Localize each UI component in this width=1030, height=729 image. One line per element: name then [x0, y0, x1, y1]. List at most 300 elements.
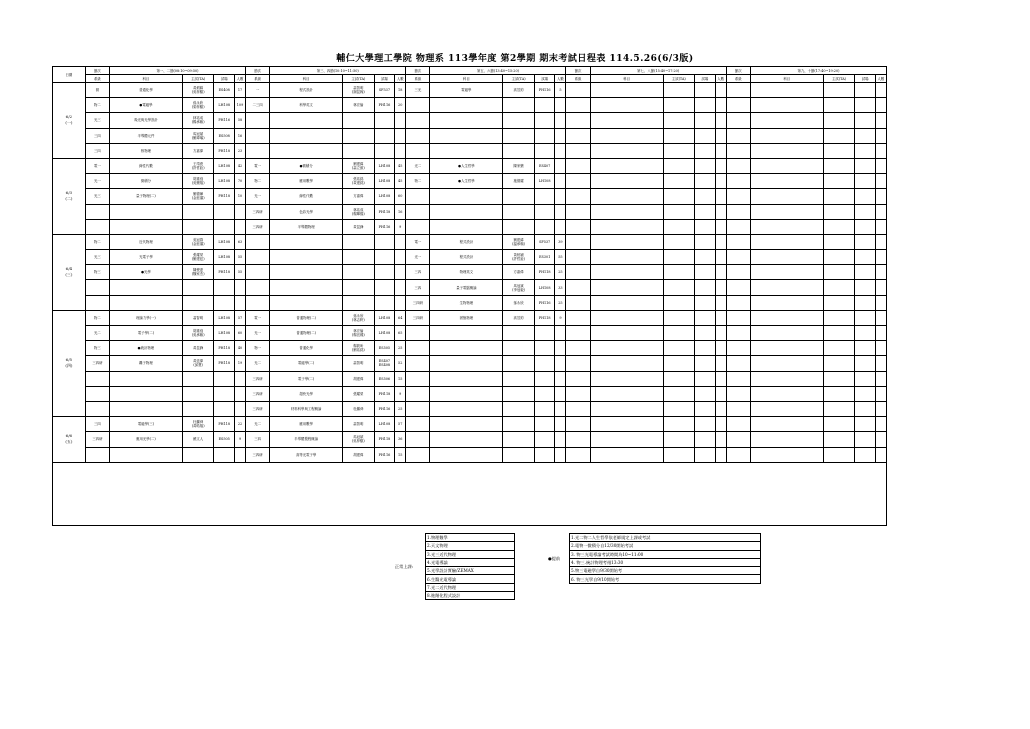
exam-room-cell: ES407 — [534, 158, 555, 173]
exam-count-cell: 18 — [395, 83, 406, 98]
exam-class-cell: 三四研 — [406, 295, 430, 310]
exam-subject-cell — [590, 204, 663, 219]
exam-subject-cell — [750, 128, 823, 143]
exam-room-cell — [695, 234, 716, 249]
exam-count-cell — [875, 234, 886, 249]
exam-class-cell — [726, 234, 750, 249]
note-item: 7.光二近代物理 — [426, 583, 515, 591]
note-item: 1.光二物二人生哲學依老師規定上課或考試 — [570, 534, 761, 542]
exam-room-cell — [214, 371, 235, 386]
exam-count-cell — [715, 158, 726, 173]
exam-class-cell — [85, 447, 109, 462]
exam-proctor-cell: 林祐成 (楊承翰) — [182, 113, 214, 128]
exam-class-cell — [726, 219, 750, 234]
exam-class-cell: 光一 — [406, 250, 430, 265]
exam-class-cell — [566, 356, 590, 371]
exam-subject-cell — [590, 280, 663, 295]
exam-count-cell — [395, 113, 406, 128]
exam-count-cell — [555, 371, 566, 386]
exam-room-cell — [374, 143, 395, 158]
column-header: 人數 — [235, 75, 246, 83]
exam-proctor-cell — [823, 265, 855, 280]
exam-count-cell — [875, 250, 886, 265]
exam-count-cell — [875, 295, 886, 310]
exam-class-cell — [726, 250, 750, 265]
exam-subject-cell: ●電磁學 — [110, 98, 183, 113]
exam-subject-cell — [590, 326, 663, 341]
exam-room-cell: PH116 — [374, 447, 395, 462]
exam-room-cell: LH108 — [214, 310, 235, 325]
exam-room-cell: ES407 ES408 — [374, 356, 395, 371]
exam-room-cell: PH118 — [214, 265, 235, 280]
exam-subject-cell — [430, 447, 503, 462]
exam-subject-cell — [750, 280, 823, 295]
exam-room-cell: LH108 — [534, 280, 555, 295]
exam-count-cell — [235, 386, 246, 401]
exam-subject-cell — [110, 401, 183, 416]
exam-proctor-cell — [503, 128, 535, 143]
exam-count-cell — [715, 189, 726, 204]
table-row — [53, 386, 887, 401]
day-date: 6/6 — [65, 433, 73, 439]
exam-subject-cell: 生物物理 — [430, 295, 503, 310]
exam-count-cell: 55 — [235, 265, 246, 280]
exam-subject-cell: 近代物理 — [110, 234, 183, 249]
exam-subject-cell: ●人生哲學 — [430, 158, 503, 173]
exam-subject-cell: 光電子學 — [110, 250, 183, 265]
exam-room-cell — [855, 219, 876, 234]
exam-room-cell: LH108 — [374, 326, 395, 341]
exam-class-cell — [406, 432, 430, 447]
exam-room-cell: ES505 — [374, 341, 395, 356]
column-header: 主試(TA) — [182, 75, 214, 83]
exam-subject-cell: 普通化學 — [270, 341, 343, 356]
exam-count-cell — [235, 401, 246, 416]
exam-class-cell — [726, 98, 750, 113]
table-row — [53, 204, 887, 219]
exam-count-cell — [555, 219, 566, 234]
exam-proctor-cell — [663, 128, 695, 143]
exam-class-cell — [566, 341, 590, 356]
exam-class-cell — [566, 295, 590, 310]
day-cell — [53, 158, 86, 234]
exam-proctor-cell — [503, 401, 535, 416]
exam-class-cell: 物二 — [406, 174, 430, 189]
exam-count-cell: 36 — [395, 432, 406, 447]
exam-proctor-cell: 張祐銘 (黃建銘) — [343, 174, 375, 189]
date-header: 日期 — [53, 67, 86, 83]
exam-count-cell — [715, 386, 726, 401]
exam-room-cell — [214, 447, 235, 462]
exam-count-cell — [875, 189, 886, 204]
exam-count-cell: 23 — [235, 143, 246, 158]
session-period-label: 節次 — [726, 67, 750, 75]
exam-class-cell: 物二 — [245, 174, 269, 189]
exam-count-cell — [875, 265, 886, 280]
exam-count-cell — [875, 417, 886, 432]
exam-class-cell — [726, 341, 750, 356]
exam-room-cell — [695, 371, 716, 386]
exam-proctor-cell — [823, 447, 855, 462]
note-item: 3. 物三光電導論考試時間為10~11:00 — [570, 550, 761, 558]
exam-count-cell: 39 — [555, 234, 566, 249]
column-header: 系級 — [245, 75, 269, 83]
exam-count-cell — [715, 143, 726, 158]
table-row — [53, 371, 887, 386]
exam-proctor-cell — [823, 113, 855, 128]
exam-count-cell — [875, 174, 886, 189]
column-header: 科目 — [430, 75, 503, 83]
exam-proctor-cell: 黃柏穎 (許哲銓) — [503, 250, 535, 265]
exam-count-cell: 45 — [395, 158, 406, 173]
exam-count-cell — [395, 128, 406, 143]
exam-proctor-cell — [663, 265, 695, 280]
exam-subject-cell: 量子物理(二) — [110, 189, 183, 204]
exam-subject-cell: 半導體物理 — [270, 219, 343, 234]
exam-proctor-cell: 蕭智明 — [343, 417, 375, 432]
exam-class-cell — [566, 83, 590, 98]
exam-proctor-cell — [823, 143, 855, 158]
exam-room-cell — [534, 447, 555, 462]
table-row — [53, 128, 887, 143]
exam-subject-cell — [430, 401, 503, 416]
exam-room-cell — [695, 219, 716, 234]
exam-count-cell — [555, 401, 566, 416]
exam-room-cell — [855, 295, 876, 310]
exam-subject-cell: 普通物理(二) — [270, 310, 343, 325]
exam-subject-cell: 程式設計 — [430, 250, 503, 265]
exam-proctor-cell: 張耀榮 (劉建廷) — [182, 250, 214, 265]
exam-subject-cell — [590, 432, 663, 447]
table-row — [53, 401, 887, 416]
exam-proctor-cell: 胡重庭 (吳樂翔) — [182, 174, 214, 189]
exam-class-cell — [406, 386, 430, 401]
exam-class-cell — [406, 341, 430, 356]
exam-room-cell: LH108 — [214, 158, 235, 173]
exam-count-cell — [715, 174, 726, 189]
exam-room-cell — [534, 401, 555, 416]
exam-proctor-cell — [503, 326, 535, 341]
exam-room-cell — [855, 401, 876, 416]
exam-proctor-cell: 劉建緯 (溫承翰) — [503, 234, 535, 249]
exam-subject-cell — [270, 234, 343, 249]
note-item: 2.天文物理 — [426, 542, 515, 550]
exam-proctor-cell — [503, 98, 535, 113]
exam-subject-cell — [750, 447, 823, 462]
table-row — [53, 113, 887, 128]
exam-room-cell: PH116 — [214, 113, 235, 128]
exam-count-cell — [235, 219, 246, 234]
exam-room-cell — [855, 174, 876, 189]
exam-subject-cell — [750, 310, 823, 325]
exam-room-cell: PH116 — [374, 401, 395, 416]
column-header: 科目 — [110, 75, 183, 83]
exam-subject-cell — [590, 174, 663, 189]
exam-subject-cell — [590, 143, 663, 158]
table-row — [53, 341, 887, 356]
exam-room-cell — [214, 204, 235, 219]
exam-proctor-cell: 黃廷偉 (邱慧) — [182, 356, 214, 371]
session-period-label: 節次 — [566, 67, 590, 75]
exam-class-cell — [406, 189, 430, 204]
table-row — [53, 417, 887, 432]
exam-proctor-cell — [823, 158, 855, 173]
exam-proctor-cell — [823, 386, 855, 401]
exam-room-cell: PH118 — [214, 356, 235, 371]
exam-class-cell — [566, 371, 590, 386]
exam-count-cell — [395, 143, 406, 158]
exam-class-cell: 一 — [245, 83, 269, 98]
exam-proctor-cell: 杜繼舜 (黃晧翔) — [182, 417, 214, 432]
exam-proctor-cell — [823, 189, 855, 204]
exam-count-cell — [715, 98, 726, 113]
exam-class-cell: 三四研 — [85, 356, 109, 371]
exam-class-cell — [406, 417, 430, 432]
exam-count-cell: 57 — [395, 417, 406, 432]
exam-class-cell — [726, 204, 750, 219]
exam-subject-cell — [590, 386, 663, 401]
exam-count-cell — [235, 447, 246, 462]
exam-class-cell: 三四 — [245, 432, 269, 447]
exam-proctor-cell — [503, 143, 535, 158]
exam-subject-cell — [590, 83, 663, 98]
exam-count-cell — [235, 204, 246, 219]
exam-room-cell — [695, 295, 716, 310]
exam-subject-cell: 半導體製程概論 — [270, 432, 343, 447]
exam-room-cell — [374, 128, 395, 143]
exam-proctor-cell — [663, 98, 695, 113]
exam-room-cell: LH108 — [374, 174, 395, 189]
exam-count-cell — [555, 386, 566, 401]
exam-class-cell — [566, 204, 590, 219]
exam-proctor-cell — [503, 417, 535, 432]
exam-proctor-cell — [663, 204, 695, 219]
exam-proctor-cell — [343, 143, 375, 158]
exam-subject-cell: 電磁學 — [430, 83, 503, 98]
exam-count-cell — [715, 265, 726, 280]
exam-class-cell: 三四研 — [245, 219, 269, 234]
exam-class-cell: 光二 — [245, 417, 269, 432]
exam-room-cell — [374, 265, 395, 280]
exam-class-cell: 三四研 — [245, 204, 269, 219]
exam-room-cell — [534, 113, 555, 128]
exam-proctor-cell: 蕭智明 — [182, 310, 214, 325]
exam-proctor-cell — [663, 219, 695, 234]
exam-subject-cell — [110, 371, 183, 386]
exam-room-cell — [534, 417, 555, 432]
table-row — [53, 280, 887, 295]
exam-subject-cell — [110, 295, 183, 310]
exam-proctor-cell: 陳俊達 (魏家杰) — [182, 265, 214, 280]
exam-proctor-cell: 林祐成 (楊輝揚) — [343, 204, 375, 219]
exam-count-cell: 25 — [555, 265, 566, 280]
exam-subject-cell — [430, 417, 503, 432]
exam-class-cell: 三四研 — [85, 432, 109, 447]
exam-proctor-cell — [343, 113, 375, 128]
exam-proctor-cell: 陳家樂 — [503, 158, 535, 173]
exam-room-cell — [374, 113, 395, 128]
exam-proctor-cell — [823, 280, 855, 295]
exam-room-cell — [695, 401, 716, 416]
exam-class-cell: 物三 — [85, 341, 109, 356]
exam-room-cell: LH108 — [214, 250, 235, 265]
exam-class-cell — [726, 128, 750, 143]
exam-subject-cell — [270, 265, 343, 280]
exam-subject-cell: 普通化學 — [110, 83, 183, 98]
exam-class-cell — [566, 128, 590, 143]
exam-count-cell: 22 — [235, 417, 246, 432]
exam-proctor-cell — [503, 371, 535, 386]
exam-room-cell — [855, 143, 876, 158]
exam-room-cell — [695, 417, 716, 432]
exam-proctor-cell — [503, 386, 535, 401]
exam-count-cell — [875, 280, 886, 295]
exam-class-cell — [566, 98, 590, 113]
exam-room-cell — [855, 341, 876, 356]
exam-subject-cell: 電子學(二) — [110, 326, 183, 341]
exam-proctor-cell — [503, 432, 535, 447]
exam-subject-cell — [110, 219, 183, 234]
exam-room-cell — [695, 265, 716, 280]
exam-class-cell — [566, 447, 590, 462]
exam-subject-cell — [750, 326, 823, 341]
exam-room-cell — [534, 386, 555, 401]
exam-count-cell — [875, 401, 886, 416]
column-header: 試場 — [695, 75, 716, 83]
exam-room-cell — [534, 356, 555, 371]
note-item: 5.物三電磁學自9/30開始考 — [570, 567, 761, 575]
exam-room-cell: LH108 — [374, 417, 395, 432]
day-cell — [53, 417, 86, 463]
column-header: 人數 — [715, 75, 726, 83]
exam-class-cell — [406, 326, 430, 341]
exam-proctor-cell: 胡建偉 — [343, 447, 375, 462]
exam-count-cell: 109 — [235, 98, 246, 113]
table-row — [53, 143, 887, 158]
exam-proctor-cell — [663, 113, 695, 128]
exam-subject-cell — [430, 98, 503, 113]
exam-class-cell — [85, 371, 109, 386]
exam-count-cell — [715, 204, 726, 219]
exam-proctor-cell — [823, 204, 855, 219]
exam-class-cell: 光三 — [85, 250, 109, 265]
exam-subject-cell — [270, 295, 343, 310]
exam-count-cell — [715, 326, 726, 341]
exam-proctor-cell — [503, 341, 535, 356]
note-item: 2.電物一微積分自12/30開始考試 — [570, 542, 761, 550]
exam-room-cell — [534, 189, 555, 204]
exam-room-cell — [534, 371, 555, 386]
exam-proctor-cell: 馬冠斌 (李冠毅) — [503, 280, 535, 295]
exam-proctor-cell — [663, 310, 695, 325]
exam-proctor-cell: 施德耀 — [503, 174, 535, 189]
exam-proctor-cell — [182, 447, 214, 462]
exam-count-cell: 55 — [555, 250, 566, 265]
exam-room-cell — [374, 234, 395, 249]
exam-count-cell — [715, 341, 726, 356]
exam-count-cell — [715, 310, 726, 325]
exam-class-cell: 三四研 — [245, 371, 269, 386]
exam-subject-cell — [430, 204, 503, 219]
session-time-heading: 第一、二節(08:10~09:50) — [110, 67, 246, 75]
exam-proctor-cell — [343, 250, 375, 265]
exam-proctor-cell — [823, 341, 855, 356]
exam-room-cell — [214, 386, 235, 401]
exam-room-cell — [374, 295, 395, 310]
exam-count-cell — [235, 371, 246, 386]
exam-class-cell: 電一 — [245, 158, 269, 173]
table-row — [53, 174, 887, 189]
exam-class-cell — [726, 447, 750, 462]
table-row — [53, 310, 887, 325]
exam-proctor-cell — [663, 417, 695, 432]
exam-room-cell — [855, 356, 876, 371]
exam-room-cell: PH116 — [374, 219, 395, 234]
exam-class-cell — [566, 326, 590, 341]
exam-class-cell — [566, 250, 590, 265]
day-weekday: (五) — [65, 439, 73, 445]
table-row — [53, 189, 887, 204]
session-period-label: 節次 — [85, 67, 109, 75]
exam-class-cell — [566, 143, 590, 158]
exam-proctor-cell: 蕭智明 (謝昆翰) — [343, 83, 375, 98]
exam-count-cell: 16 — [235, 128, 246, 143]
exam-subject-cell: 材料科學與工程概論 — [270, 401, 343, 416]
exam-subject-cell — [750, 432, 823, 447]
exam-subject-cell — [590, 265, 663, 280]
exam-proctor-cell — [663, 432, 695, 447]
exam-class-cell — [406, 219, 430, 234]
exam-count-cell — [555, 356, 566, 371]
exam-proctor-cell — [182, 401, 214, 416]
note-item: 4.光電導論 — [426, 558, 515, 566]
exam-class-cell: 三四研 — [245, 401, 269, 416]
exam-class-cell — [566, 158, 590, 173]
exam-subject-cell — [110, 280, 183, 295]
exam-subject-cell — [270, 128, 343, 143]
exam-subject-cell — [750, 265, 823, 280]
exam-count-cell — [235, 295, 246, 310]
exam-class-cell: 光二 — [85, 326, 109, 341]
exam-count-cell — [555, 174, 566, 189]
exam-proctor-cell: 黃昆鋒 — [343, 219, 375, 234]
table-row — [53, 98, 887, 113]
exam-subject-cell — [430, 113, 503, 128]
exam-proctor-cell — [343, 280, 375, 295]
exam-count-cell: 17 — [235, 83, 246, 98]
note-item: 6. 物三光學自9/10開始考 — [570, 575, 761, 583]
exam-proctor-cell — [663, 295, 695, 310]
exam-subject-cell: 超快光學 — [270, 386, 343, 401]
exam-subject-cell — [430, 189, 503, 204]
exam-room-cell: PH118 — [214, 417, 235, 432]
exam-subject-cell — [110, 386, 183, 401]
exam-subject-cell — [590, 158, 663, 173]
exam-proctor-cell — [823, 234, 855, 249]
column-header: 人數 — [555, 75, 566, 83]
exam-room-cell — [695, 143, 716, 158]
exam-room-cell — [695, 83, 716, 98]
exam-subject-cell — [270, 113, 343, 128]
exam-class-cell: 光三 — [85, 189, 109, 204]
exam-room-cell: LH108 — [214, 98, 235, 113]
note-item: 1.物理數學 — [426, 534, 515, 542]
exam-class-cell — [726, 143, 750, 158]
exam-count-cell: 9 — [395, 219, 406, 234]
exam-count-cell: 9 — [235, 432, 246, 447]
exam-class-cell: 光一 — [245, 326, 269, 341]
table-row — [53, 326, 887, 341]
